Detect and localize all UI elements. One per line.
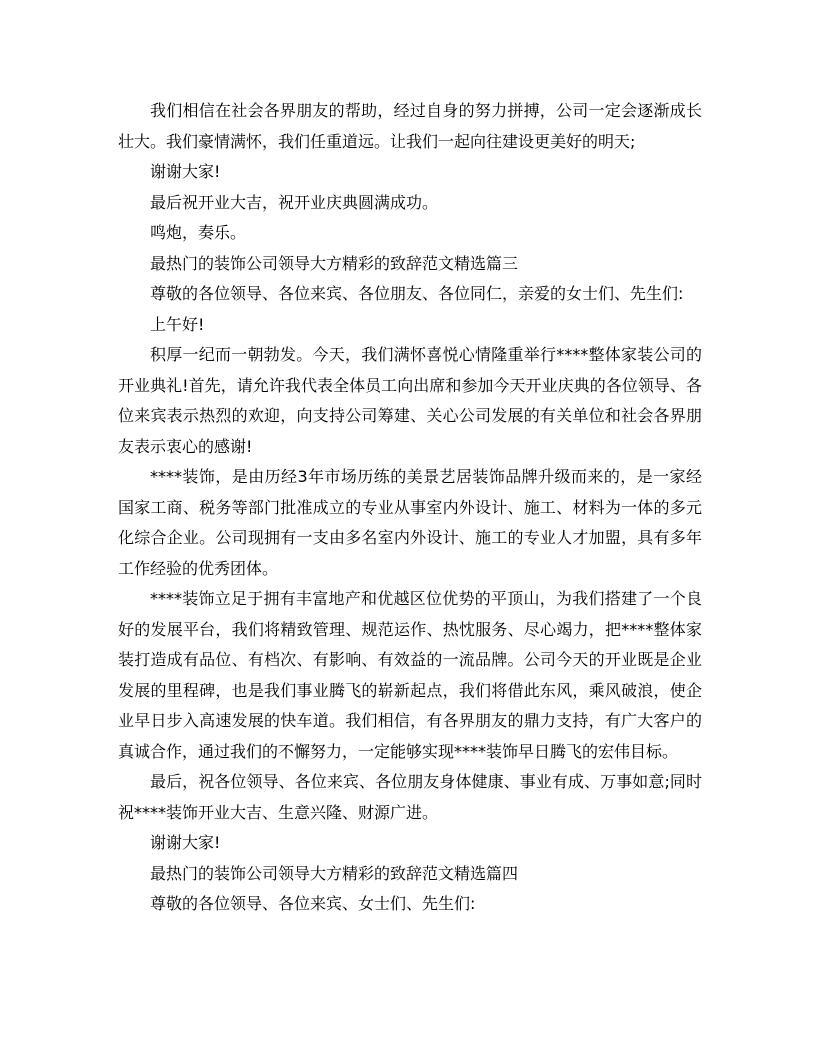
paragraph-opening: 积厚一纪而一朝勃发。今天，我们满怀喜悦心情隆重举行****整体家装公司的开业典礼!首先，请允许我代表全体员工向出席和参加今天开业庆典的各位领导、各位来宾表示热烈的欢迎，向支持公司筹建、关心公司发展的有关单位和社会各界朋友表示衷心的感谢! [118, 345, 702, 456]
paragraph-salutation-4: 尊敬的各位领导、各位来宾、女士们、先生们: [150, 894, 476, 913]
paragraph-fireworks: 鸣炮，奏乐。 [150, 223, 247, 242]
paragraph-closing-outlook: 我们相信在社会各界朋友的帮助，经过自身的努力拼搏，公司一定会逐渐成长壮大。我们豪情满怀，我们任重道远。让我们一起向往建设更美好的明天; [118, 101, 702, 151]
paragraph-company-vision: ****装饰立足于拥有丰富地产和优越区位优势的平顶山，为我们搭建了一个良好的发展平台，我们将精致管理、规范运作、热忱服务、尽心竭力，把****整体家装打造成有品位、有档次、有影响、有效益的一流品牌。公司今天的开业既是企业发展的里程碑，也是我们事业腾飞的崭新起点，我们将借此东风，乘风破浪，使企业早日步入高速发展的快车道。我们相信，有各界朋友的鼎力支持，有广大客户的真诚合作，通过我们的不懈努力，一定能够实现****装饰早日腾飞的宏伟目标。 [118, 589, 702, 761]
paragraph-blessing: 最后，祝各位领导、各位来宾、各位朋友身体健康、事业有成、万事如意;同时祝****装饰开业大吉、生意兴隆、财源广进。 [118, 772, 702, 822]
section-heading-4: 最热门的装饰公司领导大方精彩的致辞范文精选篇四 [150, 863, 519, 883]
paragraph-final-wish: 最后祝开业大吉，祝开业庆典圆满成功。 [150, 192, 439, 212]
document-page [118, 96, 702, 920]
paragraph-thanks-2: 谢谢大家! [150, 833, 221, 852]
paragraph-salutation-3: 尊敬的各位领导、各位来宾、各位朋友、各位同仁，亲爱的女士们、先生们: [150, 284, 684, 303]
paragraph-thanks-1: 谢谢大家! [150, 162, 221, 181]
paragraph-greeting: 上午好! [150, 314, 205, 334]
section-heading-3: 最热门的装饰公司领导大方精彩的致辞范文精选篇三 [150, 253, 519, 273]
paragraph-company-intro: ****装饰，是由历经3年市场历练的美景艺居装饰品牌升级而来的，是一家经国家工商、税务等部门批准成立的专业从事室内外设计、施工、材料为一体的多元化综合企业。公司现拥有一支由多名室内外设计、施工的专业人才加盟，具有多年工作经验的优秀团体。 [118, 467, 702, 578]
